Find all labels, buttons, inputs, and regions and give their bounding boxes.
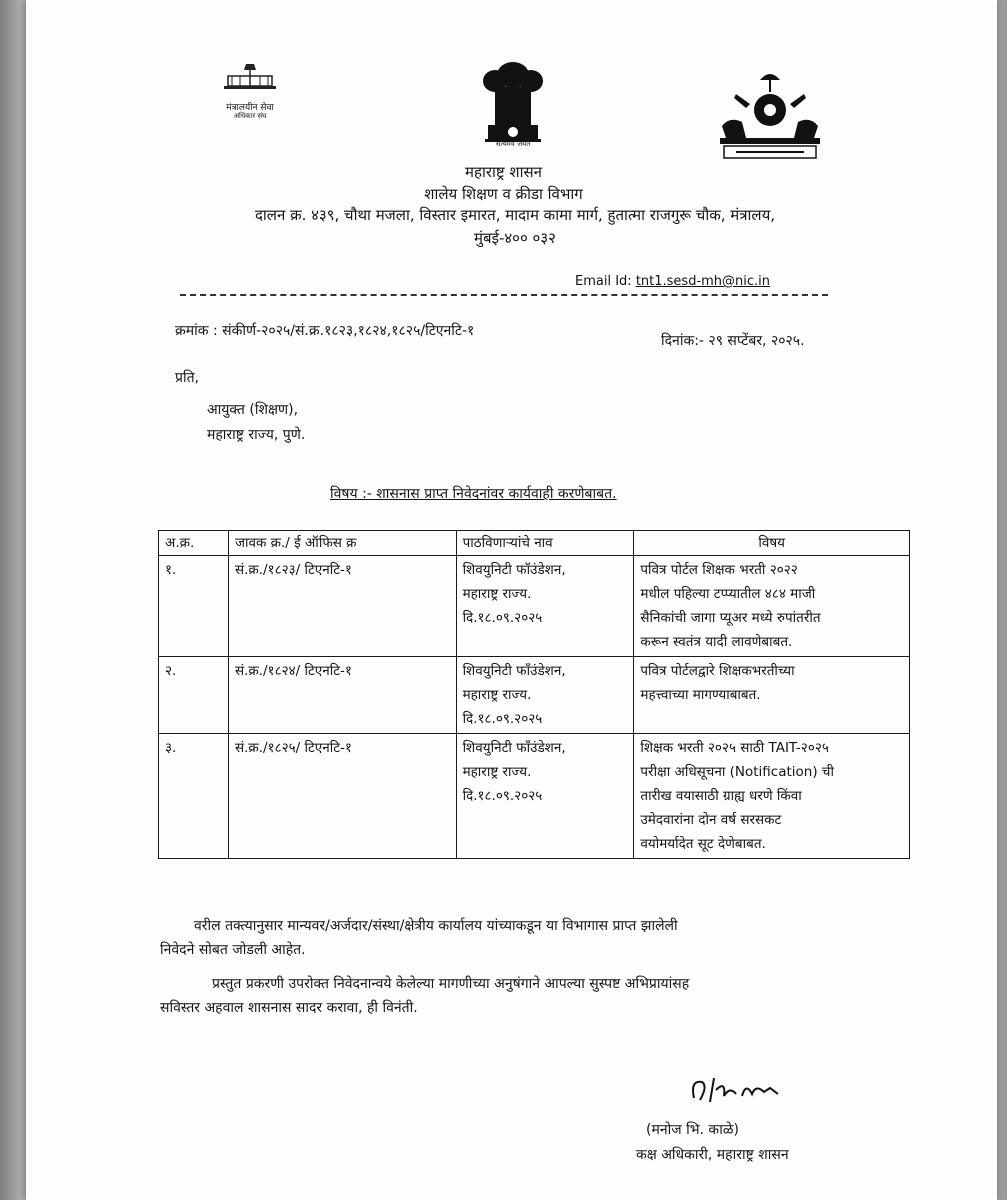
header-sender: पाठविणाऱ्यांचे नाव [456,531,634,556]
cell-outward-number: सं.क्र./१८२३/ टिएनटि-१ [228,556,456,657]
sender-date: दि.१८.०९.२०२५ [462,788,543,804]
subject-line: पवित्र पोर्टल शिक्षक भरती २०२२ [640,562,798,578]
subject-line: महत्त्वाच्या मागण्याबाबत. [640,687,761,703]
signatory-designation: कक्ष अधिकारी, महाराष्ट्र शासन [636,1147,789,1163]
subject-line: मधील पहिल्या टप्प्यातील ४८४ माजी [640,586,816,602]
header-divider [180,294,828,296]
cell-subject [634,556,910,657]
sender-line: महाराष्ट्र राज्य. [462,586,532,602]
sender-date: दि.१८.०९.२०२५ [462,711,543,727]
header-serial: अ.क्र. [159,531,229,556]
sender-line: महाराष्ट्र राज्य. [462,687,532,703]
recipient-line-2: महाराष्ट्र राज्य, पुणे. [207,427,306,443]
cell-sender [456,556,634,657]
emblem-motto: सत्यमेव जयते [495,140,531,148]
paragraph-line: प्रस्तुत प्रकरणी उपरोक्त निवेदनान्वये केलेल्या मागणीच्या अनुषंगाने आपल्या सुस्पष्ट अभिप्रायांसह [212,976,690,992]
table-row [159,556,910,657]
sender-line: शिवयुनिटी फाँउंडेशन, [462,663,566,679]
subject-line: सैनिकांची जागा प्यूअर मध्ये रुपांतरीत [640,610,821,626]
address-line-1: दालन क्र. ४३९, चौथा मजला, विस्तार इमारत, मादाम कामा मार्ग, हुतात्मा राजगुरू चौक, मंत्रालय, [254,206,776,224]
letter-date: दिनांक:- २९ सप्टेंबर, २०२५. [661,333,805,349]
table-row [159,657,910,734]
cell-serial: २. [159,657,229,734]
letter-subject: विषय :- शासनास प्राप्त निवेदनांवर कार्यवाही करणेबाबत. [330,486,617,502]
subject-line: वयोमर्यादेत सूट देणेबाबत. [640,836,766,852]
header-outward-number: जावक क्र./ ई ऑफिस क्र [228,531,456,556]
subject-line: शिक्षक भरती २०२५ साठी TAIT-२०२५ [640,740,829,756]
cell-serial: ३. [159,734,229,859]
email-line [575,274,770,289]
table-header-row [159,531,910,556]
paragraph-line: निवेदने सोबत जोडली आहेत. [160,942,306,958]
signatory-name: (मनोज भि. काळे) [646,1122,739,1138]
association-logo-line2: अधिकार संघ [233,112,267,120]
email-address: tnt1.sesd-mh@nic.in [635,274,771,289]
body-paragraph-2 [160,972,920,1020]
petition-table [158,530,910,859]
sender-line: शिवयुनिटी फाँउंडेशन, [462,740,566,756]
address-line-2: मुंबई-४०० ०३२ [474,229,556,247]
subject-line: उमेदवारांना दोन वर्ष सरसकट [640,812,782,828]
header-subject: विषय [634,531,910,556]
cell-sender [456,734,634,859]
table-row [159,734,910,859]
handwritten-signature-icon [686,1072,796,1112]
paragraph-line: वरील तक्त्यानुसार मान्यवर/अर्जदार/संस्था/क्षेत्रीय कार्यालय यांच्याकडून या विभागास प्राप्त झालेली [194,918,678,934]
sender-line: शिवयुनिटी फॉउंडेशन, [462,562,566,578]
cell-subject [634,734,910,859]
sender-line: महाराष्ट्र राज्य. [462,764,532,780]
department-name: शालेय शिक्षण व क्रीडा विभाग [424,185,583,203]
cell-serial: १. [159,556,229,657]
recipient-line-1: आयुक्त (शिक्षण), [207,402,299,418]
cell-subject [634,657,910,734]
cell-outward-number: सं.क्र./१८२५/ टिएनटि-१ [228,734,456,859]
government-name: महाराष्ट्र शासन [465,163,542,181]
cell-sender [456,657,634,734]
office-address [190,204,840,250]
email-label: Email Id: [575,274,632,289]
royal-seal-icon [716,66,824,164]
body-paragraph-1 [160,914,920,962]
paragraph-line: सविस्तर अहवाल शासनास सादर करावा, ही विनंती. [160,1000,418,1016]
cell-outward-number: सं.क्र./१८२४/ टिएनटि-१ [228,657,456,734]
sender-date: दि.१८.०९.२०२५ [462,610,543,626]
subject-line: तारीख वयासाठी ग्राह्य धरणे किंवा [640,788,802,804]
association-logo-line1: मंत्रालयीन सेवा [226,103,274,113]
subject-line: परीक्षा अधिसूचना (Notification) ची [640,764,834,780]
recipient-prefix: प्रति, [175,370,200,386]
subject-line: पवित्र पोर्टलद्वारे शिक्षकभरतीच्या [640,663,795,679]
reference-number: क्रमांक : संकीर्ण-२०२५/सं.क्र.१८२३,१८२४,१८२५/टिएनटि-१ [175,323,475,339]
subject-line: करून स्वतंत्र यादी लावणेबाबत. [640,634,793,650]
